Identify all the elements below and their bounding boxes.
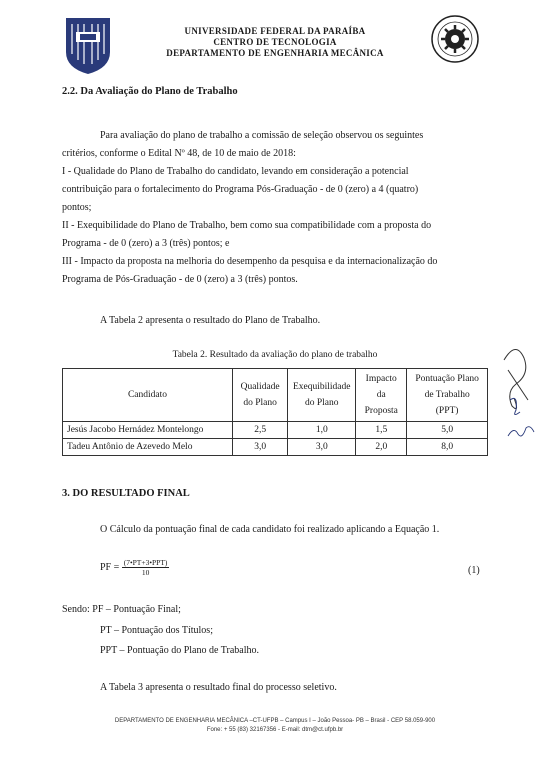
- definition-pf: Sendo: PF – Pontuação Final;: [62, 604, 181, 615]
- header-university: UNIVERSIDADE FEDERAL DA PARAÍBA: [184, 26, 366, 36]
- criterion-1-line: I - Qualidade do Plano de Trabalho do candidato, levando em consideração a potencial: [62, 166, 409, 177]
- criterion-1-line: pontos;: [62, 202, 92, 213]
- header-department: DEPARTAMENTO DE ENGENHARIA MECÂNICA: [166, 48, 384, 58]
- section-22-title: 2.2. Da Avaliação do Plano de Trabalho: [62, 86, 238, 97]
- cell-qualidade: 3,0: [233, 439, 288, 456]
- criterion-2-line: II - Exequibilidade do Plano de Trabalho, bem como sua compatibilidade com a proposta do: [62, 220, 432, 231]
- cell-exequibilidade: 1,0: [288, 422, 356, 439]
- signature-initials: [494, 340, 540, 450]
- cell-name: Tadeu Antônio de Azevedo Melo: [63, 439, 233, 456]
- header-ppt: Pontuação Plano de Trabalho (PPT): [407, 369, 488, 422]
- table-row: [63, 439, 488, 456]
- paragraph-equation-intro: O Cálculo da pontuação final de cada candidato foi realizado aplicando a Equação 1.: [100, 524, 440, 535]
- equation-number: (1): [468, 565, 480, 576]
- footer-address: DEPARTAMENTO DE ENGENHARIA MECÂNICA –CT-UFPB – Campus I – João Pessoa- PB – Brasil - CEP 58.059-900: [114, 718, 436, 724]
- table-row: [63, 422, 488, 439]
- department-seal: [430, 14, 480, 64]
- header-exequibilidade: Exequibilidade do Plano: [288, 369, 356, 422]
- table2-caption: Tabela 2. Resultado da avaliação do plano de trabalho: [172, 350, 378, 360]
- footer-contact: Fone: + 55 (83) 32167356 - E-mail: dtm@ct.ufpb.br: [206, 727, 344, 733]
- header-center: CENTRO DE TECNOLOGIA: [213, 37, 337, 47]
- equation-numerator: (7•PT+3•PPT): [123, 558, 168, 567]
- equation-1: [100, 558, 169, 577]
- table2: [62, 368, 488, 456]
- cell-ppt: 5,0: [407, 422, 488, 439]
- paragraph-line: Para avaliação do plano de trabalho a comissão de seleção observou os seguintes: [100, 130, 424, 141]
- equation-lhs: PF =: [100, 562, 120, 573]
- equation-fraction: [122, 558, 170, 577]
- paragraph-table2-intro: A Tabela 2 apresenta o resultado do Plano de Trabalho.: [100, 315, 321, 326]
- header-candidato: Candidato: [63, 369, 233, 422]
- cell-exequibilidade: 3,0: [288, 439, 356, 456]
- header-qualidade: Qualidade do Plano: [233, 369, 288, 422]
- cell-impacto: 2,0: [356, 439, 407, 456]
- section-3-title: 3. DO RESULTADO FINAL: [62, 488, 190, 499]
- cell-name: Jesús Jacobo Hernádez Montelongo: [63, 422, 233, 439]
- criterion-2-line: Programa - de 0 (zero) a 3 (três) pontos; e: [62, 238, 230, 249]
- definition-ppt: PPT – Pontuação do Plano de Trabalho.: [100, 645, 259, 656]
- cell-qualidade: 2,5: [233, 422, 288, 439]
- criterion-3-line: III - Impacto da proposta na melhoria do desempenho da pesquisa e da internacionalização do: [62, 256, 438, 267]
- criterion-1-line: contribuição para o fortalecimento do Programa Pós-Graduação - de 0 (zero) a 4 (quatro): [62, 184, 419, 195]
- cell-ppt: 8,0: [407, 439, 488, 456]
- criterion-3-line: Programa de Pós-Graduação - de 0 (zero) a 3 (três) pontos.: [62, 274, 298, 285]
- header-impacto: Impacto da Proposta: [356, 369, 407, 422]
- table-header-row: [63, 369, 488, 422]
- paragraph-line: critérios, conforme o Edital Nº 48, de 10 de maio de 2018:: [62, 148, 296, 159]
- cell-impacto: 1,5: [356, 422, 407, 439]
- definition-pt: PT – Pontuação dos Títulos;: [100, 625, 213, 636]
- equation-denominator: 10: [141, 568, 150, 577]
- ufpb-logo: [62, 14, 114, 76]
- paragraph-table3-intro: A Tabela 3 apresenta o resultado final do processo seletivo.: [100, 682, 337, 693]
